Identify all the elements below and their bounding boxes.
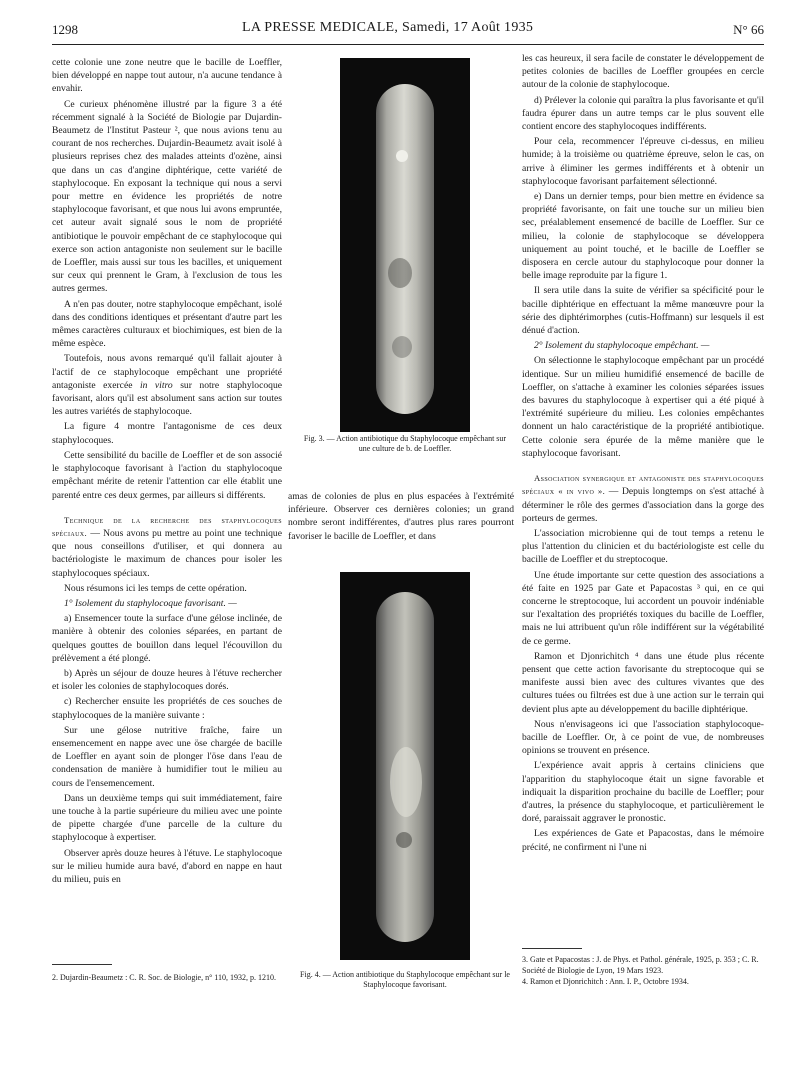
footnotes-right: [522, 954, 764, 987]
step-c: c) Rechercher ensuite les propriétés de ces souches de staphylocoques de la manière suivante :: [52, 696, 282, 721]
page-number: 1298: [52, 22, 78, 37]
colony-spot: [396, 150, 408, 162]
paragraph: cette colonie une zone neutre que le bacille de Loeffler, bien développé en nappe tout autour, n'a aucune tendance à envahir.: [52, 57, 282, 95]
paragraph: Une étude importante sur cette question des associations a été faite en 1925 par Gate et Papacostas ³ qui, en ce qui concerne le streptocoque, lui accordent un pouvoir indéniable sur l'exaltation des propriétés toxiques du bacille de Loeffler, mais ne lui attribuent qu'un rôle indifférent sur la végétabilité de ce germe.: [522, 569, 764, 647]
paragraph: Sur une gélose nutritive fraîche, faire un ensemencement en nappe avec une öse chargée de bacille de Loeffler en ayant soin de plonger l'öse dans l'eau de condensation de manière à humidifier tout le milieu au cours de l'ensemencement.: [52, 724, 282, 789]
footnote-rule: [522, 948, 582, 949]
right-column: [522, 52, 764, 942]
spacer: [52, 504, 282, 514]
text-run: — Depuis longtemps on s'est attaché à déterminer le rôle des germes d'association dans la gorge des porteurs de germes.: [522, 486, 764, 524]
step-e: e) Dans un dernier temps, pour bien mettre en évidence sa propriété favorisante, on fait une touche sur un milieu bien sec, préalablement ensemencé de bacille de Loeffler. Sur ce milieu, la colonie de staphylocoque se développera uniquement au point touché, et le bacille de Loeffler se disposera en cercle autour du staphylocoque pour donner la belle image reproduite par la figure 1.: [522, 191, 764, 282]
paragraph: amas de colonies de plus en plus espacées à l'extrémité inférieure. Observer ces dernières colonies; un grand nombre seront indifférentes, d'autres plus rares pourront favoriser le bacille de Loeffler, et dans: [288, 491, 514, 542]
footnote: 4. Ramon et Djonrichitch : Ann. I. P., Octobre 1934.: [522, 977, 689, 986]
paragraph: [52, 352, 282, 418]
figure-4-caption: Fig. 4. — Action antibiotique du Staphylocoque empêchant sur le Staphylocoque favorisant.: [300, 970, 510, 989]
paragraph: L'association microbienne qui de tout temps a retenu le plus l'attention du clinicien et du bactériologiste est celle du bacille de Loeffler et du streptocoque.: [522, 527, 764, 566]
footnote: 3. Gate et Papacostas : J. de Phys. et Pathol. générale, 1925, p. 353 ; C. R. Société de Biologie de Lyon, 19 Mars 1923.: [522, 955, 759, 975]
paragraph: Nous n'envisageons ici que l'association staphylocoque-bacille de Loeffler. Or, à ce point de vue, de nombreuses opinions se trouvent en présence.: [522, 718, 764, 757]
section-heading: Technique de la recherche des staphylocoques spéciaux.: [52, 514, 282, 538]
paragraph: Ramon et Djonrichitch ⁴ dans une étude plus récente pensent que cette action favorisante du streptocoque qui se manifeste aussi bien avec des cultures vivantes que des cultures tuées ou filtrées est due à une action sur le terrain qui devient plus apte au développement du bacille diphtérique.: [522, 650, 764, 715]
header-rule: [52, 44, 764, 45]
page-header: [52, 20, 764, 42]
step-a: a) Ensemencer toute la surface d'une gélose inclinée, de manière à obtenir des colonies séparées, en partant de quelques gouttes de bouillon dans lequel l'écouvillon du prélèvement a été plongé.: [52, 613, 282, 664]
middle-column-text: [288, 490, 514, 565]
footnote: 2. Dujardin-Beaumetz : C. R. Soc. de Biologie, n° 110, 1932, p. 1210.: [52, 973, 276, 982]
paragraph: Cette sensibilité du bacille de Loeffler et de son associé le staphylocoque favorisant à l'action du staphylocoque empêchant mérite de retenir l'attention car elle établit une parenté entre ces deux germes, par ailleurs si différents.: [52, 449, 282, 501]
text-run: Toutefois, nous avons remarqué qu'il fallait ajouter à l'actif de ce staphylocoque empêchant une propriété antagoniste exercée: [52, 353, 282, 391]
spacer: [522, 462, 764, 472]
subheading: 1° Isolement du staphylocoque favorisant. —: [64, 597, 237, 609]
section-paragraph: [52, 514, 282, 580]
paragraph: A n'en pas douter, notre staphylocoque empêchant, isolé dans des conditions identiques et présentant d'autre part les mêmes caractères culturaux et biochimiques, est bien de la même espèce.: [52, 298, 282, 350]
issue-number: N° 66: [733, 22, 764, 37]
paragraph: Pour cela, recommencer l'épreuve ci-dessus, en milieu humide; à la troisième ou quatrième épreuve, selon le cas, on arrive à éliminer les germes indifférents et à obtenir un staphylocoque favorisant parfaitement sélectionné.: [522, 136, 764, 187]
figure-3-photo: [340, 58, 470, 432]
step-d: d) Prélever la colonie qui paraîtra la plus favorisante et qu'il faudra épurer dans un autre temps car le plus souvent elle contient encore des staphylocoques indifférents.: [522, 94, 764, 133]
figure-4-photo: [340, 572, 470, 960]
text-run: sur notre staphylocoque favorisant, alors qu'il est absolument sans action sur toutes les autres variétés de staphylocoque.: [52, 379, 282, 418]
text-run: — Nous avons pu mettre au point une technique que nous conseillons d'utiliser, et qui donnera au bactériologiste le maximum de chances pour isoler les staphylocoques spéciaux.: [52, 527, 282, 579]
left-column: [52, 56, 282, 936]
footnote-rule: [52, 964, 112, 965]
section-paragraph: [522, 472, 764, 525]
section-heading: Association synergique et antagoniste des staphylocoques spéciaux « in vivo ».: [522, 473, 764, 497]
paragraph: Ce curieux phénomène illustré par la figure 3 a été récemment signalé à la Société de Biologie par Dujardin-Beaumetz de l'Institut Pasteur ², que nous avions tenu au courant de nos recherches. Dujardin-Beaumetz avait isolé à plusieurs reprises chez des malades atteints d'ozène, ainsi que dans un cas d'angine diphtérique, cette variété de staphylocoque. En exposant la technique qui nous a servi pour mettre en évidence les propriétés de notre staphylocoque favorisant, et que nous lui avons empruntée, cet auteur avait signalé sous le nom de propriété antibiotique le pouvoir empêchant de ce staphylocoque qui exerce son action antagoniste non seulement sur le bacille de Loeffler, mais aussi sur tous les bacilles, et uniquement sur ceux qui prennent le Gram, à l'exclusion de tous les autres germes.: [52, 98, 282, 295]
paragraph: Les expériences de Gate et Papacostas, dans le mémoire précité, ne confirment ni l'une ni: [522, 828, 764, 853]
paragraph: L'expérience avait appris à certains cliniciens que l'apparition du staphylocoque était un signe favorable et indiquait la disparition prochaine du bacille de Loeffler; pour d'autres, la présence du staphylocoque, et particulièrement le doré, paraissait aggraver le pronostic.: [522, 760, 764, 825]
colony-halo: [388, 258, 412, 288]
colony-streak: [390, 747, 422, 817]
paragraph: les cas heureux, il sera facile de constater le développement de petites colonies de bacilles de Loeffler groupées en cercle autour de la colonie de staphylocoque.: [522, 53, 764, 91]
paragraph: On sélectionne le staphylocoque empêchant par un procédé identique. Sur un milieu humidifié ensemencé de bacille de Loeffler, on s'attache à examiner les colonies séparées issues des bavures du staphylocoque à expertiser qui a été piqué à l'extrémité supérieure du milieu. Les colonies empêchantes donnent un halo caractéristique de la propriété antibiotique. Cette colonie sera épurée de la même manière que le staphylocoque favorisant.: [522, 355, 764, 459]
paragraph: Nous résumons ici les temps de cette opération.: [64, 582, 247, 594]
paragraph: Dans un deuxième temps qui suit immédiatement, faire une touche à la partie supérieure du milieu avec une pointe de pipette chargée d'une parcelle de la culture du staphylocoque à expertiser.: [52, 792, 282, 844]
subheading: 2° Isolement du staphylocoque empêchant. —: [534, 340, 710, 352]
paragraph: Observer après douze heures à l'étuve. Le staphylocoque sur le milieu humide aura bavé, d'abord en nappe en haut du milieu, puis en: [52, 847, 282, 885]
paragraph: Il sera utile dans la suite de vérifier sa spécificité pour le bacille diphtérique en effectuant la même manœuvre pour la série des diphtérimorphes (cutis-Hoffmann) sur lesquels il est dénué d'action.: [522, 285, 764, 337]
italic-run: in vitro: [139, 379, 173, 391]
masthead: LA PRESSE MEDICALE, Samedi, 17 Août 1935: [242, 20, 534, 35]
figure-3-caption: Fig. 3. — Action antibiotique du Staphylocoque empêchant sur une culture de b. de Loeffler.: [303, 434, 507, 453]
colony-halo: [396, 832, 412, 848]
step-b: b) Après un séjour de douze heures à l'étuve rechercher et isoler les colonies de staphylocoques dorés.: [52, 667, 282, 693]
paragraph: La figure 4 montre l'antagonisme de ces deux staphylocoques.: [52, 421, 282, 446]
culture-tube: [376, 84, 434, 414]
colony-halo: [392, 336, 412, 358]
